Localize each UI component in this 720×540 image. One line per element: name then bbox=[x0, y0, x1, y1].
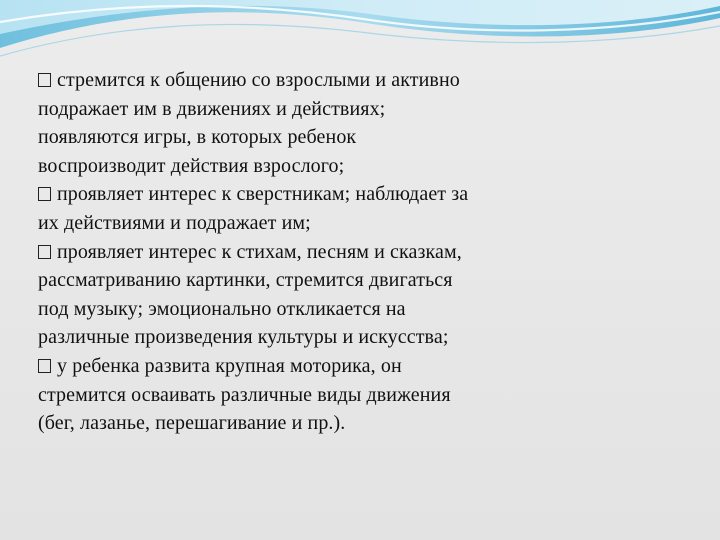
text-body bbox=[38, 66, 598, 438]
paragraph-1-line-3: появляются игры, в которых ребенок bbox=[38, 126, 357, 149]
paragraph-2-line-2: их действиями и подражает им; bbox=[38, 211, 311, 234]
paragraph-1-line-2: подражает им в движениях и действиях; bbox=[38, 97, 386, 120]
paragraph-1 bbox=[38, 66, 598, 180]
paragraph-2 bbox=[38, 180, 598, 237]
paragraph-4-line-2: стремится осваивать различные виды движения bbox=[38, 383, 451, 406]
paragraph-3-line-4: различные произведения культуры и искусства; bbox=[38, 326, 449, 349]
paragraph-3 bbox=[38, 238, 598, 352]
paragraph-3-line-2: рассматриванию картинки, стремится двигаться bbox=[38, 269, 453, 292]
wave-decoration bbox=[0, 0, 720, 70]
paragraph-1-line-1: стремится к общению со взрослыми и активно bbox=[57, 69, 460, 91]
square-bullet-icon bbox=[38, 73, 51, 87]
square-bullet-icon bbox=[38, 359, 51, 373]
square-bullet-icon bbox=[38, 245, 51, 259]
paragraph-1-line-4: воспроизводит действия взрослого; bbox=[38, 154, 345, 177]
square-bullet-icon bbox=[38, 187, 51, 201]
paragraph-2-line-1: проявляет интерес к сверстникам; наблюдает за bbox=[57, 183, 469, 206]
paragraph-4-line-1: у ребенка развита крупная моторика, он bbox=[57, 354, 402, 377]
paragraph-4 bbox=[38, 352, 598, 438]
paragraph-3-line-3: под музыку; эмоционально откликается на bbox=[38, 297, 406, 320]
paragraph-3-line-1: проявляет интерес к стихам, песням и сказкам, bbox=[57, 240, 462, 263]
paragraph-4-line-3: (бег, лазанье, перешагивание и пр.). bbox=[38, 412, 346, 435]
